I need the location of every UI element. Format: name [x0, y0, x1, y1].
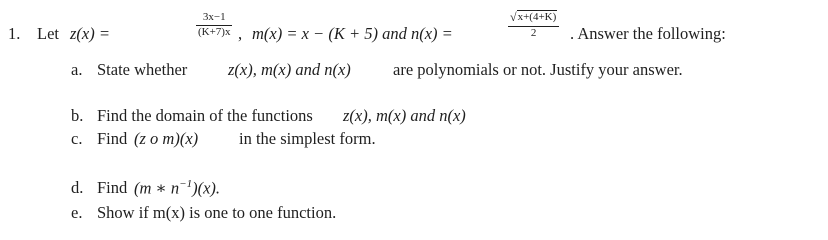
part-d-math-pre: (m ∗ n	[134, 178, 180, 198]
part-e-label: e.	[71, 203, 83, 222]
comma: ,	[238, 24, 243, 43]
part-b-text-start: Find the domain of the functions	[97, 106, 313, 125]
n-radicand: x+(4+K)	[517, 11, 557, 23]
part-d-text-start: Find	[97, 178, 128, 197]
part-a-text-start: State whether	[97, 60, 188, 79]
part-c-math: (z o m)(x)	[134, 129, 199, 148]
part-c-text-start: Find	[97, 129, 128, 148]
z-denominator: (K+7)x	[198, 26, 231, 38]
n-numerator	[508, 10, 559, 24]
part-a-text-end: are polynomials or not. Justify your answer.	[393, 60, 683, 79]
intro-let: Let	[37, 24, 59, 43]
answer-following: . Answer the following:	[570, 24, 726, 43]
part-d-math-sup: −1	[179, 178, 193, 190]
n-denominator: 2	[530, 27, 537, 40]
part-e-text: Show if m(x) is one to one function.	[97, 203, 337, 222]
question-number: 1.	[8, 24, 21, 43]
z-numerator: 3x−1	[202, 11, 226, 23]
z-definition: z(x) =	[70, 24, 110, 43]
square-root	[510, 10, 557, 23]
part-d-label: d.	[71, 178, 84, 197]
part-b-label: b.	[71, 106, 84, 125]
part-a-label: a.	[71, 60, 83, 79]
m-and-n-definition: m(x) = x − (K + 5) and n(x) =	[252, 24, 453, 43]
part-d-math	[134, 178, 220, 199]
part-d-math-post: )(x).	[192, 178, 221, 198]
part-c-text-end: in the simplest form.	[239, 129, 376, 148]
part-a-math: z(x), m(x) and n(x)	[228, 60, 351, 79]
n-fraction	[508, 10, 559, 39]
z-fraction	[196, 12, 232, 38]
part-c-label: c.	[71, 129, 83, 148]
part-b-math: z(x), m(x) and n(x)	[343, 106, 466, 125]
radical-sign-icon: √	[510, 10, 517, 25]
